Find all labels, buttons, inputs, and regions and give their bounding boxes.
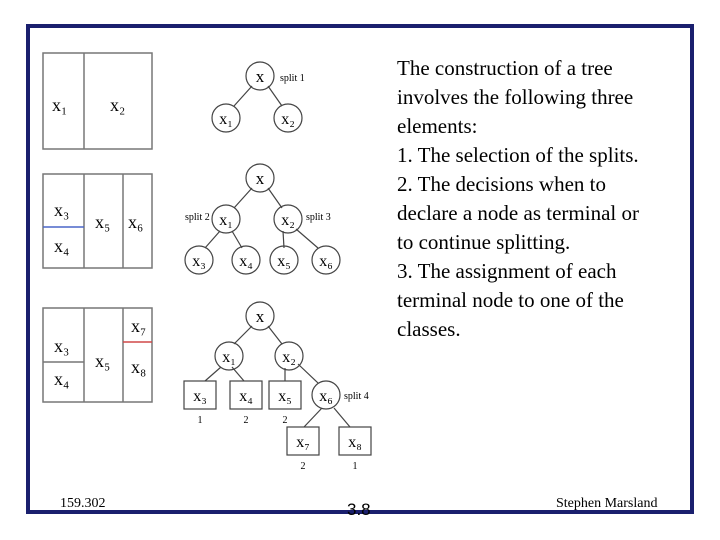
region-label: x₅ <box>95 212 111 232</box>
region-label: x₆ <box>128 212 144 232</box>
region-label: x₈ <box>131 357 147 377</box>
tree-node: x₈ <box>348 434 362 451</box>
tree-node: x <box>255 169 265 188</box>
tree-node: x₄ <box>239 388 253 405</box>
description-line: The construction of a tree <box>397 56 613 80</box>
region-label: x₅ <box>95 351 111 371</box>
region-label: x₄ <box>54 369 70 389</box>
description-line: classes. <box>397 317 461 341</box>
description-line: involves the following three <box>397 85 634 109</box>
description-line: elements: <box>397 114 478 138</box>
tree-node: x₆ <box>319 253 333 270</box>
tree-node: x₄ <box>239 253 253 270</box>
region-label: x₁ <box>52 95 68 115</box>
class-label: 2 <box>243 415 249 426</box>
tree-node: x₁ <box>219 212 233 229</box>
tree-node: x₁ <box>219 111 233 128</box>
tree-node: x₅ <box>277 253 291 270</box>
course-code: 159.302 <box>60 496 106 511</box>
class-label: 2 <box>300 461 306 472</box>
tree-node: x₇ <box>296 434 310 451</box>
split-note: split 3 <box>306 212 331 223</box>
tree-node: x₂ <box>281 212 295 229</box>
region-label: x₃ <box>54 336 70 356</box>
tree-node: x₅ <box>278 388 292 405</box>
region-label: x₇ <box>131 316 147 336</box>
description-line: 3. The assignment of each <box>397 259 617 283</box>
tree-3 <box>184 302 371 455</box>
tree-node: x₃ <box>192 253 206 270</box>
slide-description <box>397 54 687 344</box>
tree-node: x <box>255 67 265 86</box>
slide-number: 3.8 <box>347 500 371 519</box>
split-note: split 2 <box>185 212 210 223</box>
region-label: x₂ <box>110 95 126 115</box>
class-label: 2 <box>282 415 288 426</box>
tree-node: x₃ <box>193 388 207 405</box>
tree-node: x₂ <box>281 111 295 128</box>
tree-node: x <box>255 307 265 326</box>
description-line: terminal node to one of the <box>397 288 624 312</box>
tree-node: x₁ <box>222 349 236 366</box>
class-label: 1 <box>197 415 203 426</box>
description-line: declare a node as terminal or <box>397 201 639 225</box>
partition-panel-3 <box>43 308 152 402</box>
region-label: x₄ <box>54 236 70 256</box>
class-label: 1 <box>352 461 358 472</box>
description-line: 2. The decisions when to <box>397 172 606 196</box>
partition-panel-1 <box>43 53 152 149</box>
split-note: split 1 <box>280 73 305 84</box>
partition-panel-2 <box>43 174 152 268</box>
description-line: 1. The selection of the splits. <box>397 143 639 167</box>
split-note: split 4 <box>344 391 369 402</box>
description-line: to continue splitting. <box>397 230 571 254</box>
tree-node: x₂ <box>282 349 296 366</box>
region-label: x₃ <box>54 200 70 220</box>
author-name: Stephen Marsland <box>556 496 658 511</box>
tree-node: x₆ <box>319 388 333 405</box>
